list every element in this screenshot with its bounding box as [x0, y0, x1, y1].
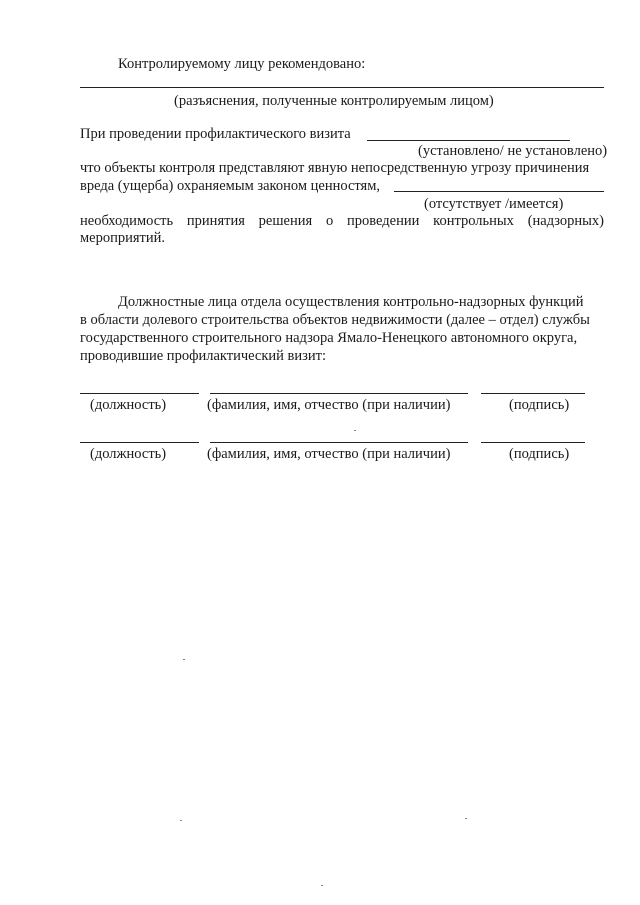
visit-caption-1: (установлено/ не установлено): [418, 143, 608, 159]
threat-fill-line[interactable]: [394, 191, 604, 192]
position-caption-1: (должность): [90, 397, 167, 413]
officials-text-line-3: государственного строительного надзора Ямало-Ненецкого автономного округа,: [80, 330, 578, 346]
position-caption-2: (должность): [90, 446, 167, 462]
recommendation-fill-line[interactable]: [80, 87, 604, 88]
position-fill-line-1[interactable]: [80, 393, 199, 394]
scan-speck: [321, 885, 323, 886]
recommended-caption: (разъяснения, полученные контролируемым лицом): [174, 93, 494, 109]
scan-speck: [354, 430, 356, 431]
visit-caption-2: (отсутствует /имеется): [424, 196, 564, 212]
visit-text-line-1: При проведении профилактического визита: [80, 126, 351, 142]
visit-text-line-3: вреда (ущерба) охраняемым законом ценностям,: [80, 178, 381, 194]
name-fill-line-2[interactable]: [210, 442, 468, 443]
scan-speck: [465, 818, 467, 819]
position-fill-line-2[interactable]: [80, 442, 199, 443]
scan-speck: [180, 820, 182, 821]
recommended-heading: Контролируемому лицу рекомендовано:: [118, 56, 366, 72]
signature-caption-1: (подпись): [509, 397, 570, 413]
signature-caption-2: (подпись): [509, 446, 570, 462]
scan-speck: [183, 659, 185, 660]
name-fill-line-1[interactable]: [210, 393, 468, 394]
officials-text-line-2: в области долевого строительства объектов недвижимости (далее – отдел) службы: [80, 312, 590, 328]
officials-text-line-4: проводившие профилактический визит:: [80, 348, 327, 364]
visit-result-fill-line[interactable]: [367, 140, 570, 141]
visit-text-line-2: что объекты контроля представляют явную непосредственную угрозу причинения: [80, 160, 590, 176]
name-caption-1: (фамилия, имя, отчество (при наличии): [207, 397, 451, 413]
officials-text-line-1: Должностные лица отдела осуществления контрольно-надзорных функций: [118, 294, 584, 310]
visit-text-line-4: необходимость принятия решения о проведении контрольных (надзорных): [80, 213, 604, 229]
signature-fill-line-2[interactable]: [481, 442, 585, 443]
visit-text-line-5: мероприятий.: [80, 230, 166, 246]
name-caption-2: (фамилия, имя, отчество (при наличии): [207, 446, 451, 462]
signature-fill-line-1[interactable]: [481, 393, 585, 394]
